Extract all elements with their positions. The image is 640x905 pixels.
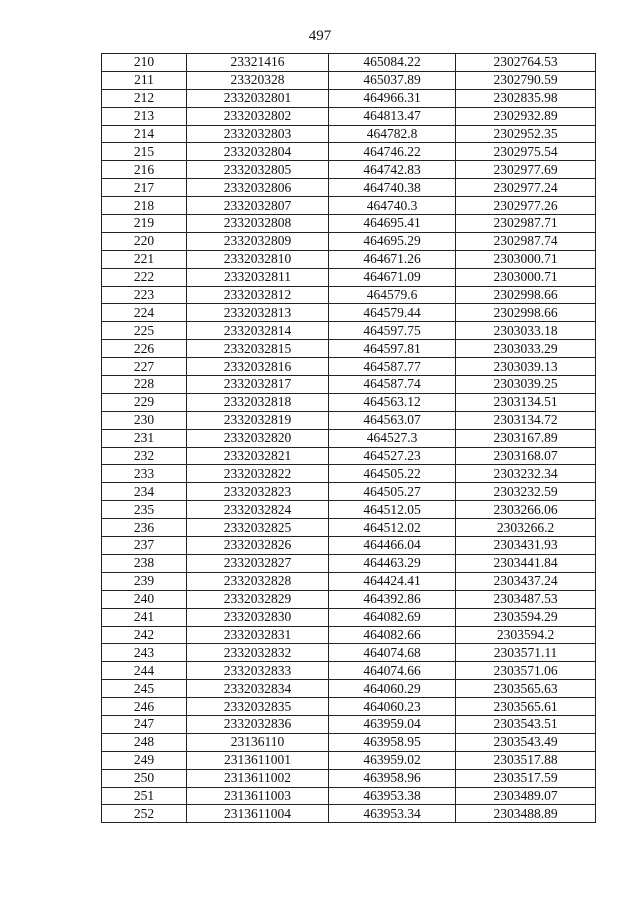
table-row [102, 197, 596, 215]
y-coordinate-cell: 2303489.07 [456, 787, 596, 805]
point-number-cell: 247 [102, 715, 187, 733]
point-number-cell: 220 [102, 232, 187, 250]
x-coordinate-cell: 464813.47 [329, 107, 456, 125]
table-row [102, 590, 596, 608]
point-code-cell: 2332032824 [187, 501, 329, 519]
x-coordinate-cell: 464424.41 [329, 572, 456, 590]
y-coordinate-cell: 2302998.66 [456, 304, 596, 322]
point-number-cell: 223 [102, 286, 187, 304]
point-code-cell: 2332032809 [187, 232, 329, 250]
x-coordinate-cell: 463959.04 [329, 715, 456, 733]
table-row [102, 358, 596, 376]
x-coordinate-cell: 464579.6 [329, 286, 456, 304]
point-number-cell: 230 [102, 411, 187, 429]
point-code-cell: 2332032807 [187, 197, 329, 215]
table-row [102, 680, 596, 698]
point-number-cell: 238 [102, 554, 187, 572]
x-coordinate-cell: 464587.74 [329, 376, 456, 394]
table-row [102, 465, 596, 483]
x-coordinate-cell: 465037.89 [329, 71, 456, 89]
table-row [102, 215, 596, 233]
point-code-cell: 2332032832 [187, 644, 329, 662]
point-code-cell: 2313611004 [187, 805, 329, 823]
table-row [102, 376, 596, 394]
point-number-cell: 229 [102, 393, 187, 411]
point-number-cell: 226 [102, 340, 187, 358]
y-coordinate-cell: 2303441.84 [456, 554, 596, 572]
point-code-cell: 2332032833 [187, 662, 329, 680]
point-number-cell: 239 [102, 572, 187, 590]
point-number-cell: 233 [102, 465, 187, 483]
y-coordinate-cell: 2303571.11 [456, 644, 596, 662]
x-coordinate-cell: 464695.29 [329, 232, 456, 250]
table-row [102, 54, 596, 72]
y-coordinate-cell: 2303134.51 [456, 393, 596, 411]
x-coordinate-cell: 464466.04 [329, 537, 456, 555]
point-number-cell: 215 [102, 143, 187, 161]
y-coordinate-cell: 2303571.06 [456, 662, 596, 680]
point-number-cell: 210 [102, 54, 187, 72]
y-coordinate-cell: 2303543.49 [456, 733, 596, 751]
table-row [102, 626, 596, 644]
coordinates-table [101, 53, 596, 823]
table-row [102, 769, 596, 787]
point-code-cell: 2332032831 [187, 626, 329, 644]
point-number-cell: 241 [102, 608, 187, 626]
point-number-cell: 235 [102, 501, 187, 519]
y-coordinate-cell: 2303134.72 [456, 411, 596, 429]
y-coordinate-cell: 2302952.35 [456, 125, 596, 143]
point-code-cell: 2332032826 [187, 537, 329, 555]
y-coordinate-cell: 2303168.07 [456, 447, 596, 465]
point-code-cell: 2332032836 [187, 715, 329, 733]
point-number-cell: 246 [102, 698, 187, 716]
point-code-cell: 2313611002 [187, 769, 329, 787]
point-number-cell: 227 [102, 358, 187, 376]
point-code-cell: 2313611003 [187, 787, 329, 805]
point-number-cell: 248 [102, 733, 187, 751]
point-number-cell: 225 [102, 322, 187, 340]
point-code-cell: 2332032828 [187, 572, 329, 590]
x-coordinate-cell: 464579.44 [329, 304, 456, 322]
y-coordinate-cell: 2303000.71 [456, 268, 596, 286]
y-coordinate-cell: 2303594.29 [456, 608, 596, 626]
x-coordinate-cell: 464527.3 [329, 429, 456, 447]
y-coordinate-cell: 2303488.89 [456, 805, 596, 823]
table-row [102, 519, 596, 537]
x-coordinate-cell: 464060.23 [329, 698, 456, 716]
table-row [102, 733, 596, 751]
x-coordinate-cell: 464695.41 [329, 215, 456, 233]
y-coordinate-cell: 2303517.88 [456, 751, 596, 769]
x-coordinate-cell: 464505.27 [329, 483, 456, 501]
x-coordinate-cell: 464746.22 [329, 143, 456, 161]
x-coordinate-cell: 464597.81 [329, 340, 456, 358]
point-code-cell: 2332032830 [187, 608, 329, 626]
x-coordinate-cell: 463959.02 [329, 751, 456, 769]
table-row [102, 698, 596, 716]
table-row [102, 340, 596, 358]
point-code-cell: 2332032805 [187, 161, 329, 179]
point-code-cell: 2332032835 [187, 698, 329, 716]
point-number-cell: 232 [102, 447, 187, 465]
point-number-cell: 249 [102, 751, 187, 769]
point-number-cell: 213 [102, 107, 187, 125]
table-row [102, 286, 596, 304]
table-row [102, 304, 596, 322]
y-coordinate-cell: 2303487.53 [456, 590, 596, 608]
y-coordinate-cell: 2302998.66 [456, 286, 596, 304]
point-number-cell: 224 [102, 304, 187, 322]
table-row [102, 179, 596, 197]
point-number-cell: 211 [102, 71, 187, 89]
x-coordinate-cell: 464060.29 [329, 680, 456, 698]
x-coordinate-cell: 464392.86 [329, 590, 456, 608]
point-code-cell: 2332032818 [187, 393, 329, 411]
y-coordinate-cell: 2302977.24 [456, 179, 596, 197]
point-number-cell: 228 [102, 376, 187, 394]
y-coordinate-cell: 2302975.54 [456, 143, 596, 161]
point-number-cell: 217 [102, 179, 187, 197]
point-number-cell: 216 [102, 161, 187, 179]
table-row [102, 411, 596, 429]
x-coordinate-cell: 464671.26 [329, 250, 456, 268]
table-row [102, 107, 596, 125]
x-coordinate-cell: 464742.83 [329, 161, 456, 179]
point-number-cell: 245 [102, 680, 187, 698]
x-coordinate-cell: 463958.96 [329, 769, 456, 787]
point-number-cell: 236 [102, 519, 187, 537]
point-number-cell: 243 [102, 644, 187, 662]
point-code-cell: 2332032815 [187, 340, 329, 358]
table-row [102, 805, 596, 823]
table-row [102, 429, 596, 447]
x-coordinate-cell: 464782.8 [329, 125, 456, 143]
point-code-cell: 2332032816 [187, 358, 329, 376]
point-code-cell: 2332032814 [187, 322, 329, 340]
y-coordinate-cell: 2303565.63 [456, 680, 596, 698]
point-number-cell: 234 [102, 483, 187, 501]
table-row [102, 250, 596, 268]
table-row [102, 322, 596, 340]
page-number: 497 [308, 28, 332, 44]
x-coordinate-cell: 464512.02 [329, 519, 456, 537]
table-row [102, 662, 596, 680]
x-coordinate-cell: 464587.77 [329, 358, 456, 376]
x-coordinate-cell: 464740.38 [329, 179, 456, 197]
point-code-cell: 2332032819 [187, 411, 329, 429]
y-coordinate-cell: 2303431.93 [456, 537, 596, 555]
x-coordinate-cell: 464074.66 [329, 662, 456, 680]
table-row [102, 554, 596, 572]
point-code-cell: 23320328 [187, 71, 329, 89]
point-number-cell: 219 [102, 215, 187, 233]
table-row [102, 89, 596, 107]
point-number-cell: 231 [102, 429, 187, 447]
y-coordinate-cell: 2303033.29 [456, 340, 596, 358]
point-code-cell: 23321416 [187, 54, 329, 72]
point-number-cell: 242 [102, 626, 187, 644]
point-number-cell: 221 [102, 250, 187, 268]
point-code-cell: 2313611001 [187, 751, 329, 769]
point-code-cell: 2332032817 [187, 376, 329, 394]
table-row [102, 483, 596, 501]
point-code-cell: 23136110 [187, 733, 329, 751]
y-coordinate-cell: 2303039.25 [456, 376, 596, 394]
y-coordinate-cell: 2302977.69 [456, 161, 596, 179]
y-coordinate-cell: 2303167.89 [456, 429, 596, 447]
table-row [102, 232, 596, 250]
table-row [102, 572, 596, 590]
point-number-cell: 212 [102, 89, 187, 107]
point-code-cell: 2332032825 [187, 519, 329, 537]
table-row [102, 501, 596, 519]
x-coordinate-cell: 464527.23 [329, 447, 456, 465]
point-code-cell: 2332032822 [187, 465, 329, 483]
x-coordinate-cell: 464563.07 [329, 411, 456, 429]
point-code-cell: 2332032821 [187, 447, 329, 465]
point-code-cell: 2332032834 [187, 680, 329, 698]
y-coordinate-cell: 2303543.51 [456, 715, 596, 733]
y-coordinate-cell: 2302764.53 [456, 54, 596, 72]
y-coordinate-cell: 2302987.71 [456, 215, 596, 233]
x-coordinate-cell: 464463.29 [329, 554, 456, 572]
table-row [102, 787, 596, 805]
x-coordinate-cell: 464966.31 [329, 89, 456, 107]
point-number-cell: 214 [102, 125, 187, 143]
table-row [102, 447, 596, 465]
point-code-cell: 2332032823 [187, 483, 329, 501]
y-coordinate-cell: 2302932.89 [456, 107, 596, 125]
y-coordinate-cell: 2303437.24 [456, 572, 596, 590]
table-row [102, 143, 596, 161]
point-code-cell: 2332032808 [187, 215, 329, 233]
point-number-cell: 222 [102, 268, 187, 286]
point-number-cell: 251 [102, 787, 187, 805]
point-number-cell: 252 [102, 805, 187, 823]
x-coordinate-cell: 463953.34 [329, 805, 456, 823]
x-coordinate-cell: 464563.12 [329, 393, 456, 411]
x-coordinate-cell: 463953.38 [329, 787, 456, 805]
table-row [102, 71, 596, 89]
table-row [102, 608, 596, 626]
point-code-cell: 2332032813 [187, 304, 329, 322]
y-coordinate-cell: 2303033.18 [456, 322, 596, 340]
point-code-cell: 2332032810 [187, 250, 329, 268]
x-coordinate-cell: 464505.22 [329, 465, 456, 483]
point-code-cell: 2332032806 [187, 179, 329, 197]
point-number-cell: 250 [102, 769, 187, 787]
table-row [102, 161, 596, 179]
table-body [102, 54, 596, 823]
table-row [102, 537, 596, 555]
point-number-cell: 237 [102, 537, 187, 555]
y-coordinate-cell: 2302790.59 [456, 71, 596, 89]
y-coordinate-cell: 2302987.74 [456, 232, 596, 250]
y-coordinate-cell: 2303000.71 [456, 250, 596, 268]
y-coordinate-cell: 2303594.2 [456, 626, 596, 644]
table-row [102, 393, 596, 411]
point-number-cell: 240 [102, 590, 187, 608]
y-coordinate-cell: 2303232.34 [456, 465, 596, 483]
y-coordinate-cell: 2303266.06 [456, 501, 596, 519]
x-coordinate-cell: 464597.75 [329, 322, 456, 340]
point-code-cell: 2332032803 [187, 125, 329, 143]
point-code-cell: 2332032802 [187, 107, 329, 125]
point-code-cell: 2332032811 [187, 268, 329, 286]
y-coordinate-cell: 2303266.2 [456, 519, 596, 537]
point-code-cell: 2332032801 [187, 89, 329, 107]
y-coordinate-cell: 2303232.59 [456, 483, 596, 501]
table-row [102, 644, 596, 662]
x-coordinate-cell: 464082.69 [329, 608, 456, 626]
x-coordinate-cell: 464074.68 [329, 644, 456, 662]
table-row [102, 268, 596, 286]
point-code-cell: 2332032820 [187, 429, 329, 447]
x-coordinate-cell: 465084.22 [329, 54, 456, 72]
table-row [102, 715, 596, 733]
y-coordinate-cell: 2303517.59 [456, 769, 596, 787]
y-coordinate-cell: 2303039.13 [456, 358, 596, 376]
x-coordinate-cell: 464671.09 [329, 268, 456, 286]
point-code-cell: 2332032829 [187, 590, 329, 608]
y-coordinate-cell: 2303565.61 [456, 698, 596, 716]
x-coordinate-cell: 464740.3 [329, 197, 456, 215]
table-row [102, 125, 596, 143]
x-coordinate-cell: 463958.95 [329, 733, 456, 751]
x-coordinate-cell: 464082.66 [329, 626, 456, 644]
x-coordinate-cell: 464512.05 [329, 501, 456, 519]
point-code-cell: 2332032827 [187, 554, 329, 572]
point-number-cell: 218 [102, 197, 187, 215]
point-number-cell: 244 [102, 662, 187, 680]
point-code-cell: 2332032812 [187, 286, 329, 304]
point-code-cell: 2332032804 [187, 143, 329, 161]
y-coordinate-cell: 2302835.98 [456, 89, 596, 107]
table-row [102, 751, 596, 769]
y-coordinate-cell: 2302977.26 [456, 197, 596, 215]
